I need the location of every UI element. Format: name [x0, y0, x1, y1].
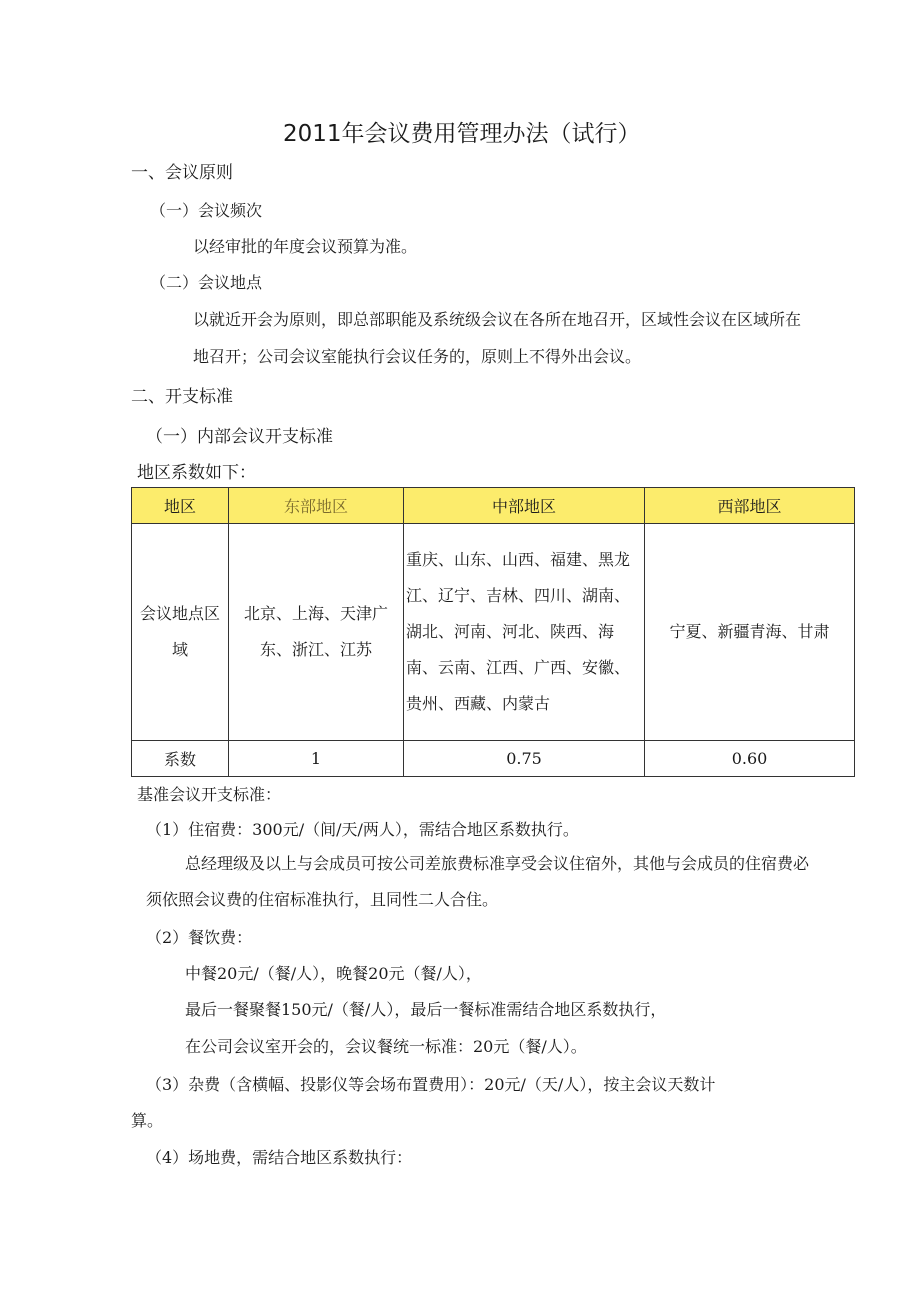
cell-west-regions: 宁夏、新疆青海、甘肃	[645, 524, 855, 741]
header-west: 西部地区	[645, 488, 855, 524]
cell-central-regions: 重庆、山东、山西、福建、黑龙江、辽宁、吉林、四川、湖南、湖北、河南、河北、陕西、海南、云南、江西、广西、安徽、贵州、西藏、内蒙古	[404, 524, 645, 741]
baseline-standards-label: 基准会议开支标准：	[137, 785, 282, 804]
item-misc-line2: 算。	[131, 1111, 164, 1130]
section-heading-principles: 一、会议原则	[131, 163, 233, 183]
table-row-locations	[132, 524, 855, 741]
cell-row-label-locations: 会议地点区域	[132, 524, 229, 741]
item-accommodation-heading: （1）住宿费：300元/（间/天/两人），需结合地区系数执行。	[146, 820, 579, 839]
item-misc-line1: （3）杂费（含横幅、投影仪等会场布置费用）：20元/（天/人），按主会议天数计	[146, 1075, 716, 1094]
cell-coef-west: 0.60	[645, 741, 855, 777]
subheading-location: （二）会议地点	[150, 273, 263, 292]
section-heading-standards: 二、开支标准	[131, 387, 233, 407]
item-venue-heading: （4）场地费，需结合地区系数执行：	[146, 1148, 413, 1167]
header-central: 中部地区	[404, 488, 645, 524]
item-meals-heading: （2）餐饮费：	[146, 928, 253, 947]
page-title: 2011年会议费用管理办法（试行）	[283, 121, 641, 147]
item-accommodation-line2: 须依照会议费的住宿标准执行，且同性二人合住。	[146, 890, 499, 909]
item-meals-line3: 在公司会议室开会的，会议餐统一标准：20元（餐/人）。	[185, 1037, 587, 1056]
table-row-coefficient	[132, 741, 855, 777]
header-east: 东部地区	[229, 488, 404, 524]
item-meals-line2: 最后一餐聚餐150元/（餐/人），最后一餐标准需结合地区系数执行，	[185, 1000, 667, 1019]
item-accommodation-line1: 总经理级及以上与会成员可按公司差旅费标准享受会议住宿外，其他与会成员的住宿费必	[185, 854, 810, 873]
table-header-row	[132, 488, 855, 524]
header-region: 地区	[132, 488, 229, 524]
item-meals-line1: 中餐20元/（餐/人），晚餐20元（餐/人），	[185, 964, 482, 983]
subheading-frequency: （一）会议频次	[150, 201, 263, 220]
paragraph-frequency: 以经审批的年度会议预算为准。	[193, 237, 418, 256]
region-coefficient-label: 地区系数如下：	[137, 463, 256, 483]
subheading-internal-standards: （一）内部会议开支标准	[146, 427, 333, 447]
cell-coef-east: 1	[229, 741, 404, 777]
paragraph-location-line2: 地召开；公司会议室能执行会议任务的，原则上不得外出会议。	[193, 347, 642, 366]
paragraph-location-line1: 以就近开会为原则，即总部职能及系统级会议在各所在地召开，区域性会议在区域所在	[193, 310, 802, 329]
cell-coef-central: 0.75	[404, 741, 645, 777]
cell-row-label-coefficient: 系数	[132, 741, 229, 777]
region-coefficient-table	[131, 487, 855, 777]
cell-east-regions: 北京、上海、天津广东、浙江、江苏	[229, 524, 404, 741]
